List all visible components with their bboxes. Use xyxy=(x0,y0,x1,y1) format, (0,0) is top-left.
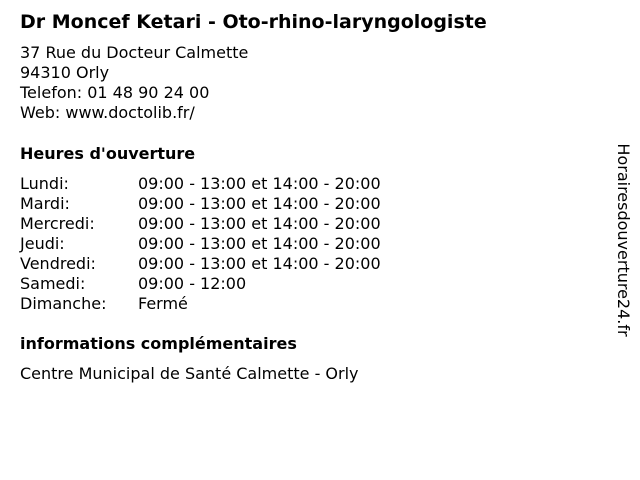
hours-heading: Heures d'ouverture xyxy=(20,144,196,163)
hours-time: 09:00 - 13:00 et 14:00 - 20:00 xyxy=(138,174,381,193)
hours-day: Samedi: xyxy=(20,274,86,293)
hours-row-wednesday xyxy=(20,214,381,234)
address-street: 37 Rue du Docteur Calmette xyxy=(20,43,249,62)
hours-time: 09:00 - 13:00 et 14:00 - 20:00 xyxy=(138,194,381,213)
hours-day: Lundi: xyxy=(20,174,69,193)
address-phone: Telefon: 01 48 90 24 00 xyxy=(20,83,210,102)
hours-day: Mardi: xyxy=(20,194,70,213)
hours-row-thursday xyxy=(20,234,381,254)
info-text: Centre Municipal de Santé Calmette - Orly xyxy=(20,364,359,383)
hours-time: 09:00 - 13:00 et 14:00 - 20:00 xyxy=(138,254,381,273)
info-heading: informations complémentaires xyxy=(20,334,297,353)
hours-row-friday xyxy=(20,254,381,274)
hours-time: 09:00 - 13:00 et 14:00 - 20:00 xyxy=(138,214,381,233)
page-title: Dr Moncef Ketari - Oto-rhino-laryngologiste xyxy=(20,11,487,33)
hours-row-tuesday xyxy=(20,194,381,214)
hours-day: Dimanche: xyxy=(20,294,107,313)
hours-time: 09:00 - 12:00 xyxy=(138,274,247,293)
hours-row-monday xyxy=(20,174,381,194)
address-city: 94310 Orly xyxy=(20,63,110,82)
address-web: Web: www.doctolib.fr/ xyxy=(20,103,195,122)
hours-time: 09:00 - 13:00 et 14:00 - 20:00 xyxy=(138,234,381,253)
hours-time: Fermé xyxy=(138,294,188,313)
hours-day: Jeudi: xyxy=(20,234,65,253)
address-block xyxy=(20,43,248,123)
hours-row-sunday xyxy=(20,294,381,314)
hours-day: Mercredi: xyxy=(20,214,95,233)
hours-day: Vendredi: xyxy=(20,254,96,273)
watermark-text: Horairesdouverture24.fr xyxy=(614,143,633,337)
hours-table xyxy=(20,174,381,314)
hours-row-saturday xyxy=(20,274,381,294)
